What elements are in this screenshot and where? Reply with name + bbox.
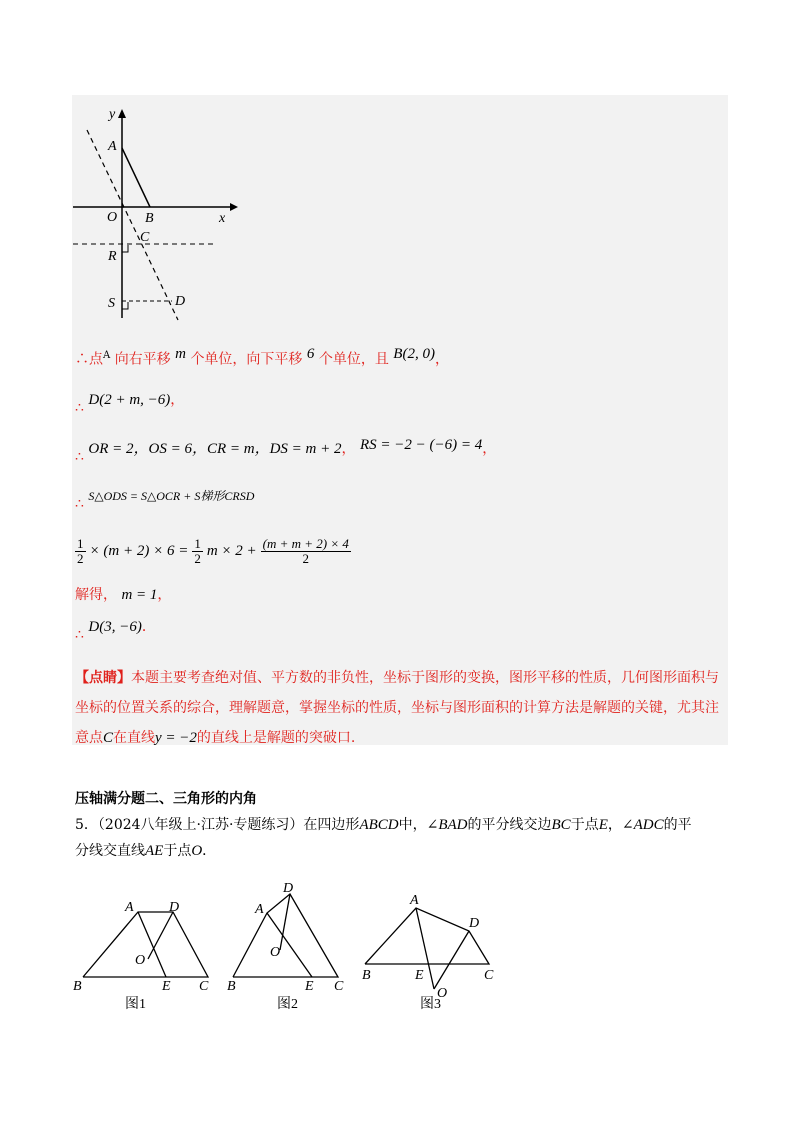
- comment-paragraph: 【点睛】本题主要考查绝对值、平方数的非负性，坐标于图形的变换，图形平移的性质，几何图形面积与 坐标的位置关系的综合，理解题意，掌握坐标的性质，坐标与图形面积的计算方法是解题的关键，尤其注 意点C在直线y = −2的直线上是解题的突破口.: [75, 670, 719, 746]
- label-C: C: [140, 230, 150, 245]
- caption-fig1: 图1: [125, 997, 146, 1012]
- solution-line-1: ∴点$^A$ 向右平移 $^m$ 个单位，向下平移 $^6$ 个单位，且 $^{B(2, 0)}$，: [75, 346, 449, 368]
- label-R: R: [108, 249, 117, 264]
- fraction-3: $\frac{(m + m + 2) \times 4}{2}$: [262, 536, 349, 566]
- svg-text:E: E: [305, 979, 314, 994]
- coordinate-figure: [65, 100, 245, 325]
- caption-fig3: 图3: [420, 997, 441, 1012]
- solution-line-6: 解得， m = 1，: [75, 587, 172, 603]
- fraction-2: $\frac{1}{2}$: [194, 536, 201, 566]
- svg-text:E: E: [415, 968, 424, 983]
- svg-text:O: O: [135, 953, 146, 968]
- solution-line-2: ∴ D(2 + m, −6)，: [75, 392, 185, 416]
- figure-3: [362, 893, 494, 1012]
- svg-text:D: D: [283, 881, 294, 896]
- question-5: 5．（2024八年级上·江苏·专题练习）在四边形ABCD中，∠BAD的平分线交边BC于点E，∠ADC的平 分线交直线AE于点O．: [75, 817, 692, 859]
- label-A: A: [108, 139, 117, 154]
- label-D: D: [175, 294, 186, 309]
- label-B: B: [145, 211, 154, 226]
- fraction-1: $\frac{1}{2}$: [77, 536, 84, 566]
- svg-text:B: B: [362, 968, 371, 983]
- svg-text:B: B: [73, 979, 82, 994]
- svg-text:A: A: [410, 893, 419, 908]
- figure-2: [227, 881, 344, 1012]
- svg-text:A: A: [255, 902, 264, 917]
- label-x: x: [219, 211, 226, 226]
- svg-text:C: C: [484, 968, 494, 983]
- svg-text:C: C: [199, 979, 209, 994]
- therefore-symbol: ∴: [75, 351, 89, 368]
- svg-text:A: A: [125, 900, 134, 915]
- svg-text:O: O: [437, 986, 448, 1001]
- section-title: 压轴满分题二、三角形的内角: [75, 791, 257, 807]
- svg-text:B: B: [227, 979, 236, 994]
- svg-text:D: D: [469, 916, 480, 931]
- solution-line-3: ∴ OR = 2，OS = 6，CR = m，DS = m + 2， RS = −2 − (−6) = 4，: [75, 437, 497, 465]
- caption-fig2: 图2: [277, 997, 298, 1012]
- solution-line-4: ∴ S△ODS = S△OCR + S梯形CRSD: [75, 489, 255, 512]
- solution-equation: $\frac{1}{2}$ × (m + 2) × 6 = $\frac{1}{2}$ m × 2 + $\frac{(m + m + 2) \times 4}{2}$: [77, 536, 349, 566]
- point-A-label: A: [103, 350, 111, 361]
- svg-text:C: C: [334, 979, 344, 994]
- label-O: O: [107, 210, 118, 225]
- svg-text:D: D: [169, 900, 180, 915]
- solution-line-7: ∴ D(3, −6)．: [75, 619, 156, 643]
- svg-text:O: O: [270, 945, 281, 960]
- figures-1-3: [65, 880, 505, 1015]
- figure-1: [73, 900, 209, 1012]
- label-y: y: [109, 107, 116, 122]
- svg-text:E: E: [162, 979, 171, 994]
- label-S: S: [108, 296, 115, 311]
- comment-tag: 【点睛】: [75, 670, 131, 686]
